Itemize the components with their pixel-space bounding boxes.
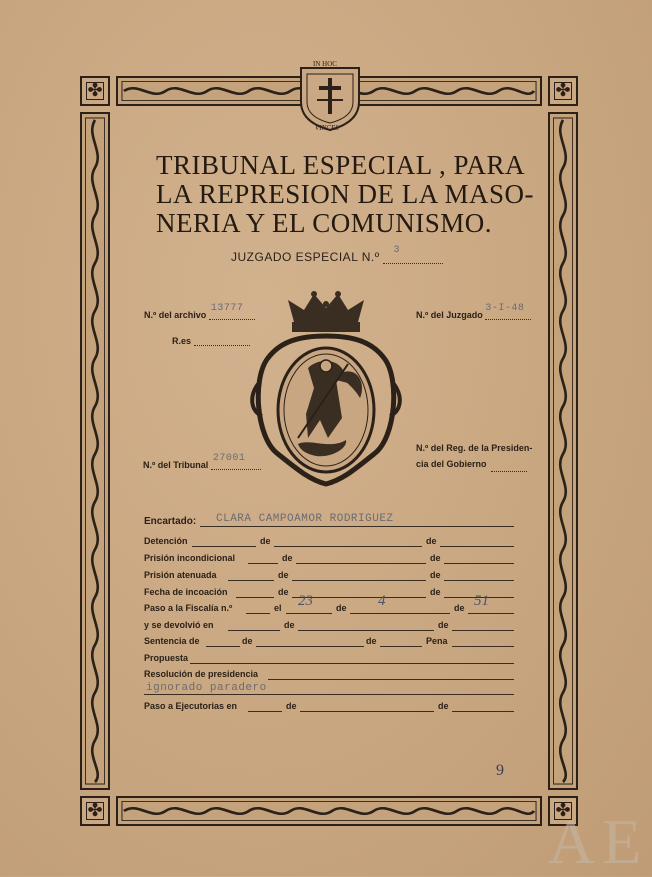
devolvio-line-3 [452,630,514,631]
devolvio-de-1: de [284,620,295,630]
prision-incondicional-line-3 [444,563,514,564]
juzgado-value: 3 [393,245,400,256]
crest-emblem [295,60,365,136]
juzgado-value-line [383,245,443,264]
paso-fiscalia-de-2: de [454,603,465,613]
paso-ejecutorias-line-2 [300,711,434,712]
crest-bottom-motto: VINCES [315,124,339,132]
presidencia-row [416,440,532,472]
paso-ejecutorias-line-1 [248,711,282,712]
detencion-de-2: de [426,536,437,546]
resolucion-line-2 [144,694,514,695]
juzgado-especial [231,245,443,264]
encartado-label: Encartado: [144,516,197,527]
registro-row [172,333,250,346]
detencion-line-1 [192,546,256,547]
paso-fiscalia-el: el [274,603,282,613]
paso-fiscalia-line-4 [468,613,514,614]
paso-fiscalia-de-1: de [336,603,347,613]
propuesta-line [190,663,514,664]
encartado-value: CLARA CAMPOAMOR RODRIGUEZ [216,513,394,525]
paso-fiscalia-line-1 [246,613,270,614]
prision-incondicional-de-1: de [282,553,293,563]
sentencia-pena: Pena [426,636,448,646]
prision-atenuada-de-1: de [278,570,289,580]
frame-corner-top-left [80,76,110,106]
sentencia-line-3 [380,646,422,647]
detencion-line-2 [274,546,422,547]
juzgado-num-line [485,303,531,320]
paso-fiscalia-line-2 [286,613,332,614]
resolucion-line-1 [268,679,514,680]
prision-incondicional-de-2: de [430,553,441,563]
paso-fiscalia-month: 4 [378,593,386,609]
title-line-1: TRIBUNAL ESPECIAL , PARA [156,150,526,180]
sentencia-line-1 [206,646,240,647]
fecha-incoacion-label: Fecha de incoación [144,587,228,597]
devolvio-line-2 [298,630,434,631]
prision-incondicional-line-2 [296,563,426,564]
sentencia-label: Sentencia de [144,636,200,646]
paso-fiscalia-line-3 [350,613,450,614]
prision-incondicional-label: Prisión incondicional [144,553,236,563]
tribunal-value: 27001 [212,453,246,464]
paso-fiscalia-label: Paso a la Fiscalía n.º [144,603,233,613]
page-number: 9 [496,762,504,779]
presidencia-line-2: cia del Gobierno [416,459,487,469]
prision-atenuada-label: Prisión atenuada [144,570,217,580]
devolvio-label: y se devolvió en [144,620,214,630]
encartado-row [144,516,196,527]
paso-ejecutorias-line-3 [452,711,514,712]
tribunal-line [211,453,261,470]
registro-label: R.es [172,336,192,346]
devolvio-line-1 [228,630,280,631]
archivo-value: 13777 [210,303,244,314]
sentencia-line-2 [256,646,364,647]
paso-fiscalia-day: 23 [298,593,313,609]
frame-border-right [548,112,578,790]
frame-corner-top-right [548,76,578,106]
tribunal-label: N.º del Tribunal [143,460,209,470]
fecha-incoacion-de-1: de [278,587,289,597]
detencion-de-1: de [260,536,271,546]
detencion-label: Detención [144,536,188,546]
juzgado-label: JUZGADO ESPECIAL N.º [231,250,380,264]
crest-top-motto: IN HOC [313,60,337,68]
archivo-label: N.º del archivo [144,310,207,320]
frame-border-bottom [116,796,542,826]
devolvio-de-2: de [438,620,449,630]
frame-border-left [80,112,110,790]
sentencia-line-4 [452,646,514,647]
juzgado-num-label: N.º del Juzgado [416,310,483,320]
frame-corner-bottom-left [80,796,110,826]
fecha-incoacion-de-2: de [430,587,441,597]
sentencia-de-2: de [366,636,377,646]
prision-atenuada-de-2: de [430,570,441,580]
paso-fiscalia-year: 51 [474,593,489,609]
prision-incondicional-line-1 [248,563,278,564]
archivo-row [144,303,255,320]
prision-atenuada-line-1 [228,580,274,581]
title-line-2: LA REPRESION DE LA MASO- [156,179,535,209]
encartado-line [200,526,514,527]
coat-of-arms-emblem [248,288,404,488]
juzgado-num-row [416,303,531,320]
prision-atenuada-line-3 [444,580,514,581]
propuesta-label: Propuesta [144,653,189,663]
sentencia-de-1: de [242,636,253,646]
presidencia-fill [491,459,527,472]
prision-atenuada-line-2 [292,580,426,581]
paso-ejecutorias-de-2: de [438,701,449,711]
document-title [156,151,536,238]
presidencia-line-1: N.º del Reg. de la Presiden- [416,443,533,453]
title-line-3: NERIA Y EL COMUNISMO. [156,208,493,238]
resolucion-label: Resolución de presidencia [144,669,259,679]
paso-ejecutorias-label: Paso a Ejecutorias en [144,701,238,711]
paso-ejecutorias-de-1: de [286,701,297,711]
registro-line [194,333,250,346]
tribunal-row [143,453,261,470]
resolucion-value: ignorado paradero [146,682,267,694]
juzgado-num-value: 3-I-48 [485,303,525,314]
fecha-incoacion-line-1 [236,597,274,598]
archive-watermark: AE [548,806,650,877]
detencion-line-3 [440,546,514,547]
